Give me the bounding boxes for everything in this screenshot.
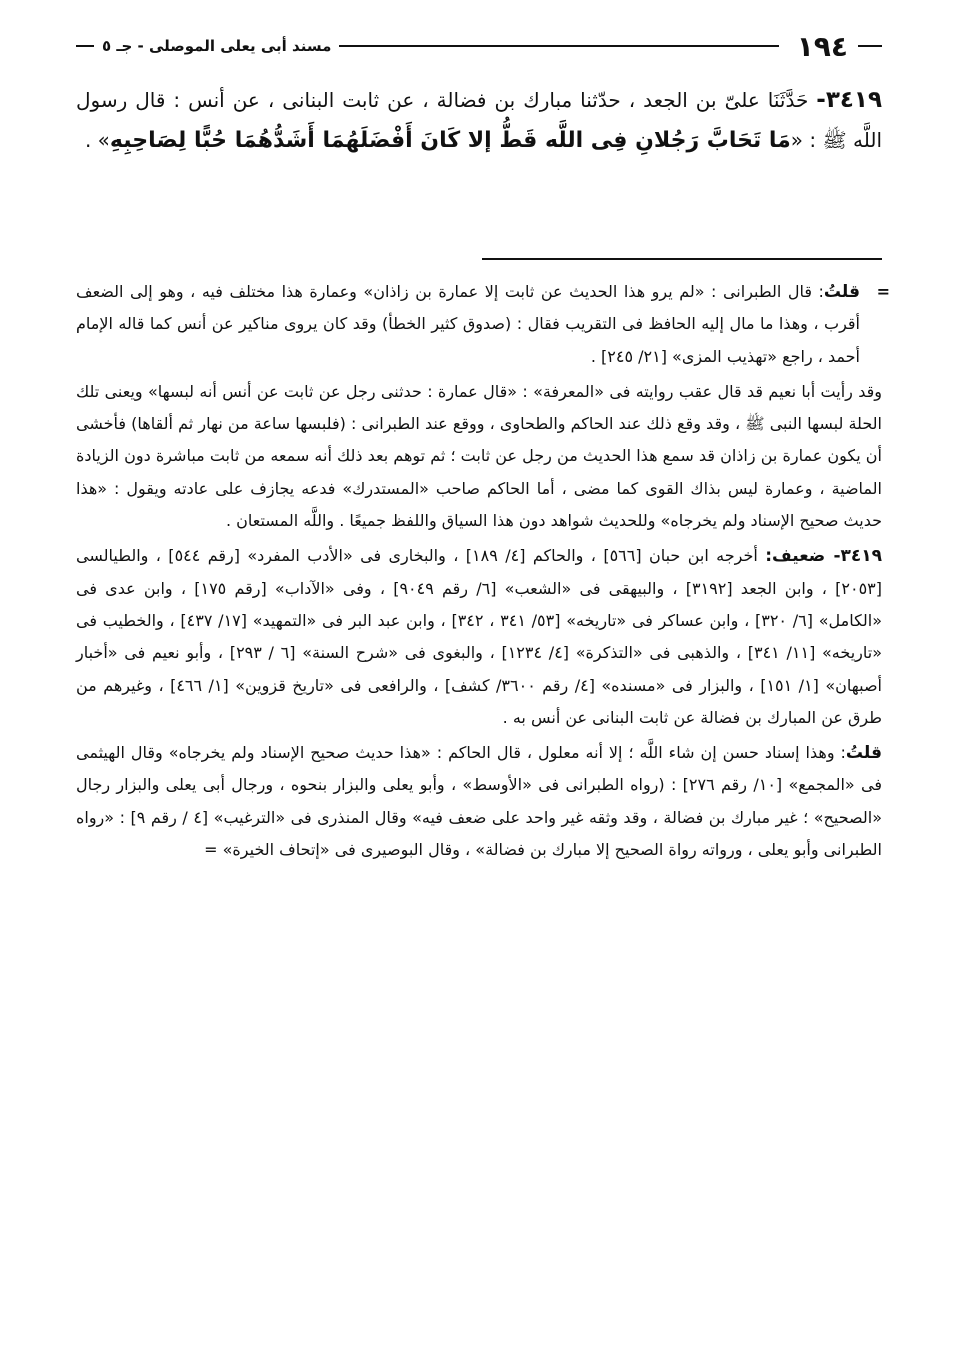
note-paragraph-4	[76, 737, 882, 866]
hadith-number: ٣٤١٩-	[816, 87, 882, 113]
book-page	[76, 18, 890, 1348]
header-dash-right	[858, 45, 882, 47]
running-header	[76, 26, 882, 66]
hadith-matn: مَا تَحَابَّ رَجُلانِ فِى اللَّه قَطُّ إلا كَانَ أَفْضَلَهُمَا أَشَدُّهُمَا حُبًّا لِصَاحِبِهِ	[109, 128, 791, 153]
takhrij-lead: ٣٤١٩- ضعيف:	[765, 546, 883, 567]
page-number: ١٩٤	[796, 29, 848, 63]
note-text-2: وقد رأيت أبا نعيم قد قال عقب روايته فى «المعرفة» : «قال عمارة : حدثنى رجل عن ثابت عن أنس أنه لبسها» ويعنى تلك الحلة لبسها النبى ﷺ ، وقد وقع ذلك عند الحاكم والطحاوى ، ووقع عند الطبرانى : (فلبسها ساعة من نهار ثم ألقاها) فأخشى أن يكون عمارة بن زاذان قد سمع هذا الحديث من رجل عن ثابت ؛ ثم توهم بعد ذلك أنه سمعه من ثابت مباشرة دون الزيادة الماضية ، وعمارة ليس بذاك القوى كما مضى ، أما الحاكم صاحب «المستدرك» فدعه يجازف على عادته ويقول : «هذا حديث صحيح الإسناد ولم يخرجاه» وللحديث شواهد دون هذا السياق واللفظ جميعًا . واللَّه المستعان .	[76, 381, 882, 531]
header-rule	[339, 45, 778, 47]
footnotes	[76, 276, 890, 869]
continuation-marker: =	[876, 282, 890, 301]
note-lead-qultu: قلتُ	[823, 282, 860, 302]
footnote-separator	[482, 258, 882, 260]
note-text-3: أخرجه ابن حبان [٥٦٦] ، والحاكم [٤/ ١٨٩] ، والبخارى فى «الأدب المفرد» [رقم ٥٤٤] ، والطيالسى [٢٠٥٣] ، وابن الجعد [٣١٩٢] ، والبيهقى فى «الشعب» [٦/ رقم ٩٠٤٩] ، وفى «الآداب» [رقم ١٧٥] ، وابن عدى فى «الكامل» [٦/ ٣٢٠] ، وابن عساكر فى «تاريخه» [٥٣/ ٣٤١ ، ٣٤٢] ، وابن عبد البر فى «التمهيد» [١٧/ ٤٣٧] ، والخطيب فى «تاريخه» [١١/ ٣٤١] ، والذهبى فى «التذكرة» [٤/ ١٢٣٤] ، والبغوى فى «شرح السنة» [٦ / ٢٩٣] ، وأبو نعيم فى «أخبار أصبهان» [١/ ١٥١] ، والبزار فى «مسنده» [٤/ رقم ٣٦٠٠/ كشف] ، والرافعى فى «تاريخ قزوين» [١/ ٤٦٦] ، وغيرهم من طرق عن المبارك بن فضالة عن ثابت البنانى عن أنس به .	[76, 546, 883, 727]
note-text-1: : قال الطبرانى : «لم يرو هذا الحديث عن ثابت إلا عمارة بن زاذان» وعمارة هذا مختلف فيه ، وهو إلى الضعف أقرب ، وهذا ما مال إليه الحافظ فى التقريب فقال : (صدوق كثير الخطأ) وقد كان يروى مناكير عن أنس كما قاله الإمام أحمد ، راجع «تهذيب المزى» [٢١/ ٢٤٥] .	[76, 282, 860, 366]
note-paragraph-2	[76, 376, 882, 537]
header-dash-left	[76, 45, 94, 47]
note-lead-qultu-2: قلتُ	[845, 743, 882, 764]
note-paragraph-3	[76, 540, 882, 734]
hadith-text	[76, 80, 882, 161]
running-title: مسند أبى يعلى الموصلى - جـ ٥	[102, 37, 332, 55]
note-paragraph-1	[76, 276, 890, 373]
note-text-4: : وهذا إسناد حسن إن شاء اللَّه ؛ إلا أنه معلول ، قال الحاكم : «هذا حديث صحيح الإسناد ولم يخرجاه» وقال الهيثمى فى «المجمع» [١٠/ رقم ٢٧٦] : (رواه الطبرانى فى «الأوسط» ، وأبو يعلى والبزار بنحوه ، ورجال أبى يعلى والبزار رجال «الصحيح» ؛ غير مبارك بن فضالة ، وقد وثقه غير واحد على ضعف فيه» وقال المنذرى فى «الترغيب» [٤ / رقم ٩] : «رواه الطبرانى وأبو يعلى ، ورواته رواة الصحيح إلا مبارك بن فضالة» ، وقال البوصيرى فى «إتحاف الخيرة» =	[76, 743, 883, 860]
hadith-isnad: حَدَّثَنَا علىّ بن الجعد ، حدّثنا مبارك بن فضالة ، عن ثابت البنانى ، عن أنس : قال رسول اللَّه ﷺ : «	[76, 88, 882, 152]
hadith-end: » .	[84, 128, 110, 152]
